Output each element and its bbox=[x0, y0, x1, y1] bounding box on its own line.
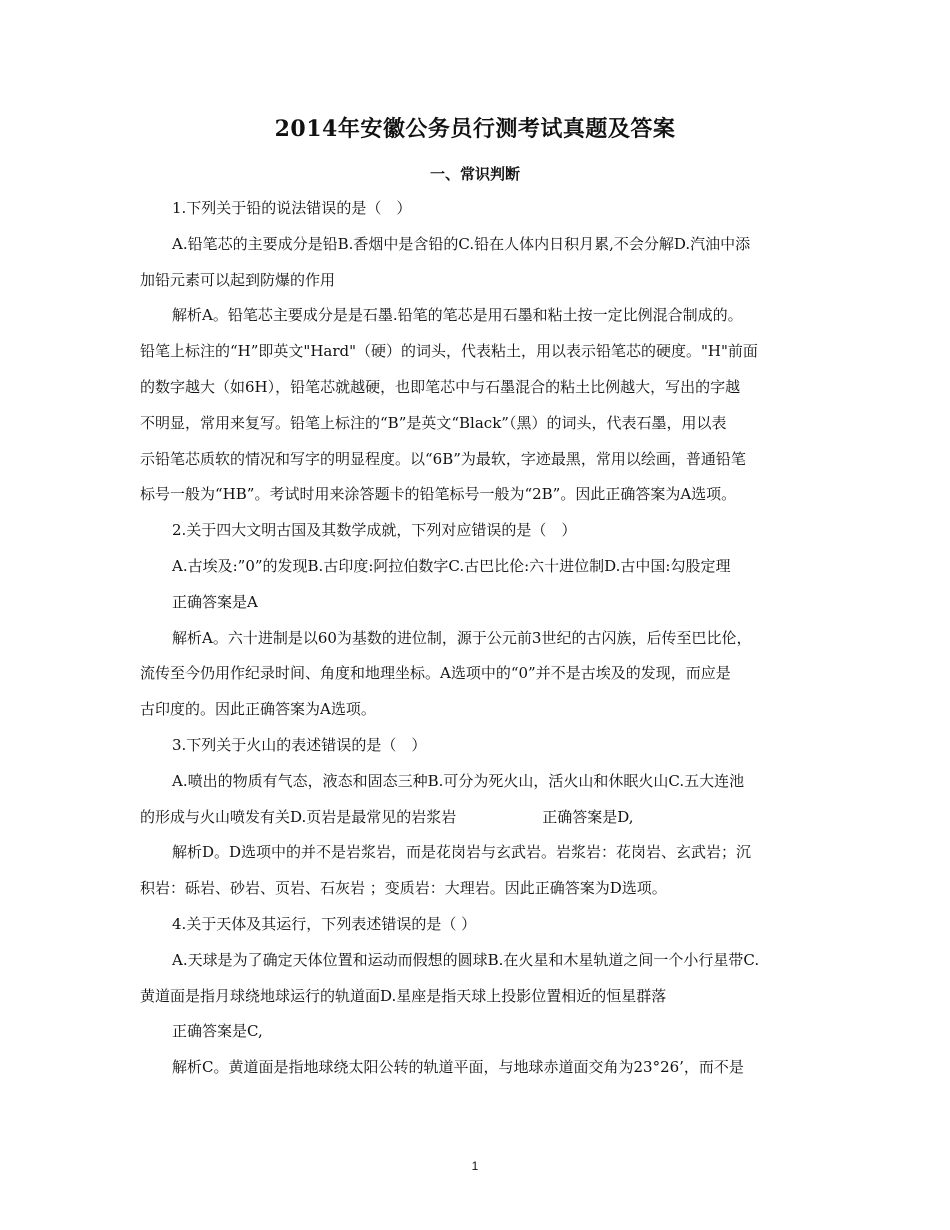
question-4-options: A.天球是为了确定天体位置和运动而假想的圆球B.在火星和木星轨道之间一个小行星带C. bbox=[172, 950, 760, 969]
explanation-2: 解析A。六十进制是以60为基数的进位制，源于公元前3世纪的古闪族，后传至巴比伦， bbox=[172, 628, 752, 647]
page-number: 1 bbox=[471, 1159, 479, 1173]
question-3-options-cont: 的形成与火山喷发有关D.页岩是最常见的岩浆岩 正确答案是D, bbox=[140, 805, 812, 841]
explanation-1-cont: 铅笔上标注的“H”即英文"Hard"（硬）的词头，代表粘土，用以表示铅笔芯的硬度。"H"前面 bbox=[140, 342, 758, 361]
answer-4: 正确答案是C, bbox=[172, 1022, 263, 1041]
explanation-3-cont: 积岩：砾岩、砂岩、页岩、石灰岩 ；变质岩：大理岩。因此正确答案为D选项。 bbox=[140, 879, 667, 898]
answer-2: 正确答案是A bbox=[172, 592, 258, 611]
answer-3: 正确答案是D, bbox=[542, 807, 634, 826]
explanation-4: 解析C。黄道面是指地球绕太阳公转的轨道平面，与地球赤道面交角为23°26’，而不是 bbox=[172, 1058, 744, 1077]
question-4-options-cont: 黄道面是指月球绕地球运行的轨道面D.星座是指天球上投影位置相近的恒星群落 bbox=[140, 986, 667, 1005]
explanation-2-cont: 古印度的。因此正确答案为A选项。 bbox=[140, 700, 376, 719]
explanation-3: 解析D。D选项中的并不是岩浆岩，而是花岗岩与玄武岩。岩浆岩：花岗岩、玄武岩；沉 bbox=[172, 843, 752, 862]
question-3: 3.下列关于火山的表述错误的是（ ） bbox=[172, 735, 427, 754]
explanation-1-cont: 不明显，常用来复写。铅笔上标注的“B”是英文“Black”（黑）的词头，代表石墨，用以表 bbox=[140, 413, 727, 432]
explanation-2-cont: 流传至今仍用作纪录时间、角度和地理坐标。A选项中的“0”并不是古埃及的发现，而应是 bbox=[140, 664, 731, 683]
question-4: 4.关于天体及其运行，下列表述错误的是（ ） bbox=[172, 914, 477, 933]
explanation-1: 解析A。铅笔芯主要成分是是石墨.铅笔的笔芯是用石墨和粘土按一定比例混合制成的。 bbox=[172, 306, 743, 325]
explanation-1-cont: 的数字越大（如6H），铅笔芯就越硬，也即笔芯中与石墨混合的粘土比例越大，写出的字越 bbox=[140, 377, 741, 396]
explanation-1-cont: 示铅笔芯质软的情况和写字的明显程度。以“6B”为最软，字迹最黑，常用以绘画，普通铅笔 bbox=[140, 449, 746, 468]
question-3-options: A.喷出的物质有气态，液态和固态三种B.可分为死火山，活火山和休眠火山C.五大连池 bbox=[172, 771, 745, 790]
explanation-1-cont: 标号一般为“HB”。考试时用来涂答题卡的铅笔标号一般为“2B”。因此正确答案为A选项。 bbox=[140, 485, 737, 504]
question-1-options: A.铅笔芯的主要成分是铅B.香烟中是含铅的C.铅在人体内日积月累,不会分解D.汽油中添 bbox=[172, 234, 751, 253]
question-1-options-cont: 加铅元素可以起到防爆的作用 bbox=[140, 270, 336, 289]
page-title: 2014年安徽公务员行测考试真题及答案 bbox=[274, 116, 676, 142]
document-body bbox=[140, 196, 812, 1091]
section-heading: 一、常识判断 bbox=[429, 165, 520, 183]
question-2-options: A.古埃及:”0”的发现B.古印度:阿拉伯数字C.古巴比伦:六十进位制D.古中国:勾股定理 bbox=[172, 556, 731, 575]
question-2: 2.关于四大文明古国及其数学成就，下列对应错误的是（ ） bbox=[172, 521, 577, 540]
question-1: 1.下列关于铅的说法错误的是（ ） bbox=[172, 199, 412, 217]
